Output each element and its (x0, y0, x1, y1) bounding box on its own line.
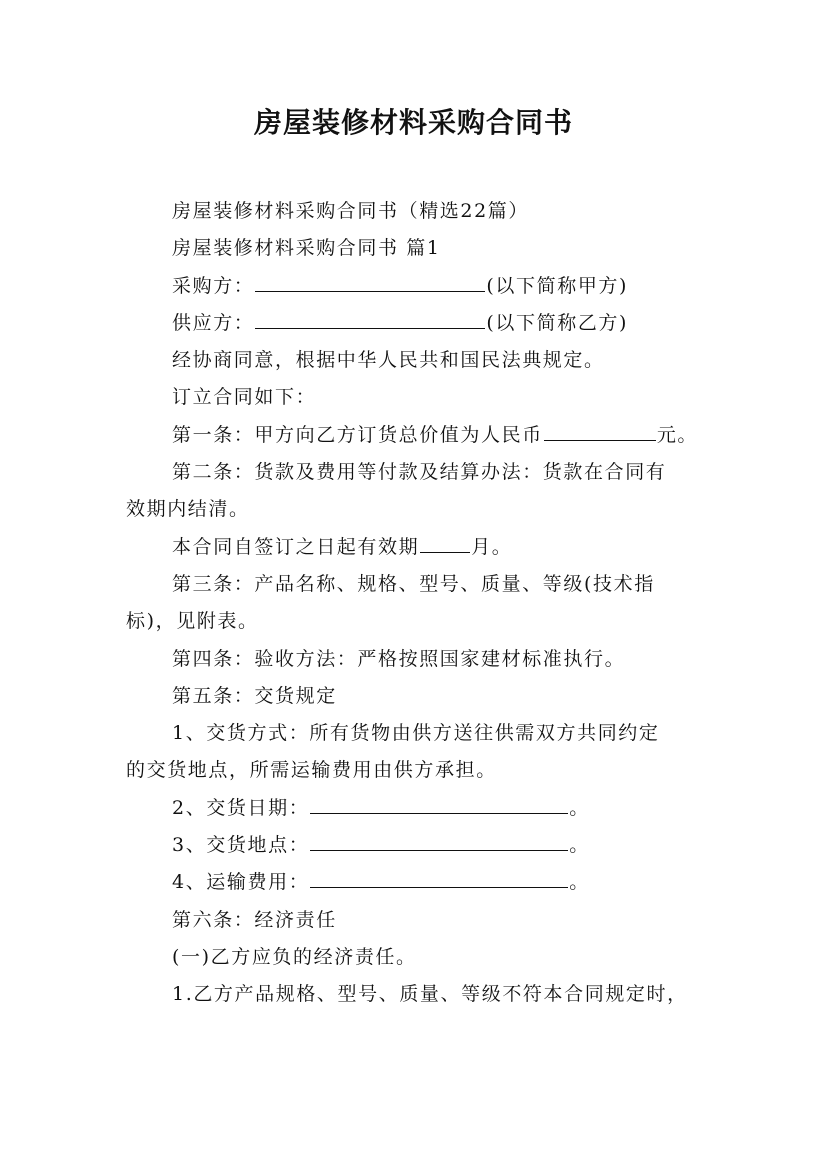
delivery-2-line (126, 790, 706, 827)
section-heading: 房屋装修材料采购合同书 篇1 (172, 237, 441, 260)
buyer-label: 采购方： (172, 274, 255, 297)
delivery-2-period: 。 (569, 796, 590, 819)
delivery-date-blank (310, 795, 568, 814)
article-4-line: 第四条：验收方法：严格按照国家建材标准执行。 (172, 647, 626, 670)
validity-suffix: 月。 (471, 535, 513, 558)
delivery-3-period: 。 (569, 834, 590, 857)
validity-blank (420, 534, 470, 553)
price-blank (544, 422, 656, 441)
article-1-line (126, 417, 706, 454)
delivery-2-label: 2、交货日期： (172, 796, 310, 819)
delivery-3-line (126, 827, 706, 864)
delivery-1-line-2: 的交货地点，所需运输费用由供方承担。 (126, 759, 497, 782)
intro-line: 经协商同意，根据中华人民共和国民法典规定。 (172, 349, 605, 372)
agreement-intro-line: 订立合同如下： (172, 386, 317, 409)
supplier-blank (255, 310, 485, 329)
buyer-suffix: (以下简称甲方) (486, 274, 629, 297)
article-3-line-1: 第三条：产品名称、规格、型号、质量、等级(技术指 (172, 572, 655, 595)
delivery-3-label: 3、交货地点： (172, 834, 310, 857)
article-1-prefix: 第一条：甲方向乙方订货总价值为人民币 (172, 423, 543, 446)
validity-prefix: 本合同自签订之日起有效期 (172, 535, 420, 558)
document-body (126, 193, 706, 1014)
article-2-line-2: 效期内结清。 (126, 498, 250, 521)
buyer-blank (255, 273, 485, 292)
delivery-place-blank (310, 832, 568, 851)
document-title: 房屋装修材料采购合同书 (253, 106, 573, 139)
article-1-suffix: 元。 (656, 423, 699, 446)
article-3-line-2: 标)，见附表。 (126, 610, 259, 633)
article-6-line: 第六条：经济责任 (172, 908, 337, 931)
delivery-4-line (126, 864, 706, 901)
supplier-suffix: (以下简称乙方) (486, 311, 629, 334)
supplier-label: 供应方： (172, 311, 255, 334)
delivery-1-line-1: 1、交货方式：所有货物由供方送往供需双方共同约定 (172, 722, 660, 745)
liability-1-line: 1.乙方产品规格、型号、质量、等级不符本合同规定时， (172, 983, 688, 1006)
delivery-4-period: 。 (569, 871, 590, 894)
article-5-line: 第五条：交货规定 (172, 684, 337, 707)
transport-fee-blank (310, 869, 568, 888)
subtitle-line: 房屋装修材料采购合同书（精选22篇） (172, 200, 529, 222)
liability-heading-line: (一)乙方应负的经济责任。 (172, 945, 417, 968)
buyer-line (126, 268, 706, 305)
article-2-line-1: 第二条：货款及费用等付款及结算办法：货款在合同有 (172, 461, 667, 484)
supplier-line (126, 305, 706, 342)
delivery-4-label: 4、运输费用： (172, 871, 310, 894)
validity-line (126, 529, 706, 566)
